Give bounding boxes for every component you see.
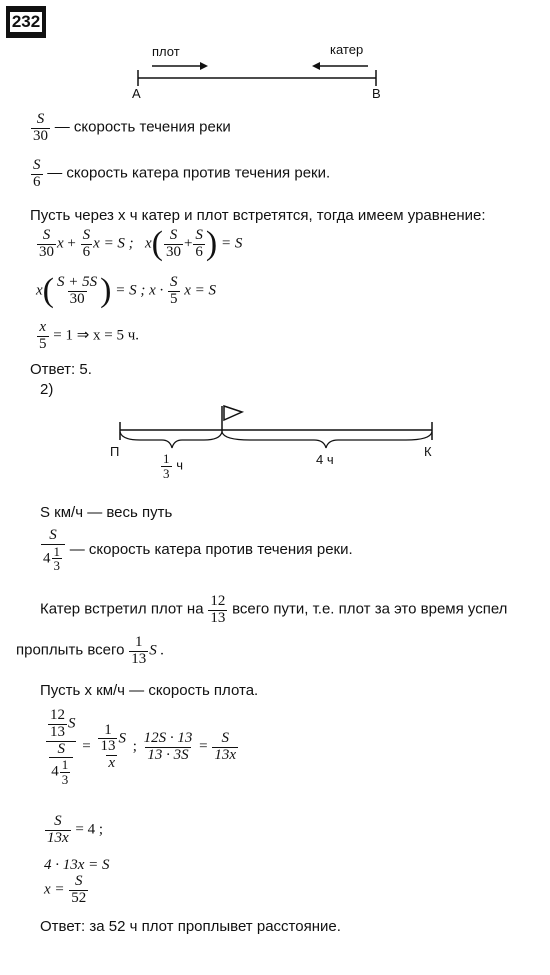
brace-left	[120, 432, 222, 448]
point-p: П	[110, 444, 120, 459]
answer-1: Ответ: 5.	[30, 361, 92, 378]
time-four-hours: 4 ч	[316, 452, 334, 467]
boat-label: катер	[330, 42, 364, 57]
time-one-third: $\frac{1}{3}$ ч	[163, 451, 184, 481]
equation-2-line-1: $\frac{12}{13}$ S S 4 $\frac{1}{3}$ = $\frac{1}{13}$ S x ; $\frac{12S \cdot 13}{13 \cdot 3S}$ = $\frac{S}{13x}$	[44, 708, 239, 787]
problem-number: 232	[11, 12, 41, 31]
answer-2: Ответ: за 52 ч плот проплывет расстояние.	[40, 918, 341, 935]
equation-2-line-4: x = $\frac{S}{52}$	[44, 873, 87, 906]
boat-speed-line-2: S 4 $\frac{1}{3}$ — скорость катера против течения реки.	[43, 527, 353, 574]
swam-line: проплыть всего $\frac{1}{13}$ S .	[16, 634, 165, 667]
boat-speed-line: $\frac{S}{6}$ — скорость катера против течения реки.	[33, 157, 331, 190]
let-x-line: Пусть x км/ч — скорость плота.	[40, 682, 259, 699]
raft-arrow-head	[200, 62, 208, 70]
frac-s-30: $\frac{S}{30}$	[33, 111, 48, 144]
flag-icon	[224, 406, 242, 420]
equation-line-1: $\frac{S}{30}$ x + $\frac{S}{6}$ x = S ; x( $\frac{S}{30}$ + $\frac{S}{6}$ ) = S	[39, 225, 243, 262]
equation-line-2: x( $\frac{S + 5S}{30}$ ) = S ; x · $\frac{S}{5}$ x = S	[36, 272, 217, 309]
raft-label: плот	[152, 44, 180, 59]
whole-path-line: S км/ч — весь путь	[40, 504, 173, 521]
problem-number-badge	[6, 6, 46, 38]
equation-intro: Пусть через x ч катер и плот встретятся, тогда имеем уравнение:	[30, 207, 486, 224]
frac-s-6: $\frac{S}{6}$	[33, 157, 41, 190]
point-b: В	[372, 86, 381, 101]
boat-arrow-head	[312, 62, 320, 70]
point-a: А	[132, 86, 141, 101]
part-2-label: 2)	[40, 381, 54, 398]
equation-2-line-3: 4 · 13x = S	[44, 857, 110, 873]
point-k: К	[424, 444, 432, 459]
equation-line-3: $\frac{x}{5}$ = 1 ⇒ x = 5 ч.	[39, 319, 140, 352]
current-speed-line: $\frac{S}{30}$ — скорость течения реки	[33, 111, 231, 144]
brace-right	[222, 432, 432, 448]
motion-diagram	[130, 56, 390, 92]
equation-2-line-2: $\frac{S}{13x}$ = 4 ;	[47, 813, 104, 846]
met-line: Катер встретил плот на $\frac{12}{13}$ всего пути, т.е. плот за это время успел	[40, 593, 508, 626]
meeting-diagram	[100, 398, 450, 458]
